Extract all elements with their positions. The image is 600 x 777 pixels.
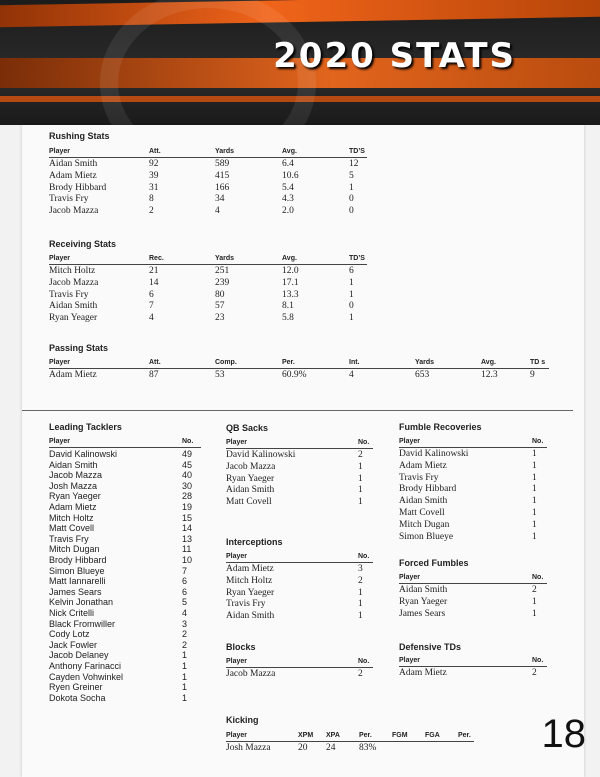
kicking-header: Per. [359,732,372,739]
receiving-stats-cell: Jacob Mazza [49,277,99,288]
interceptions-header-rule [226,562,373,563]
leading-tacklers-cell: Simon Blueye [49,565,105,576]
leading-tacklers-cell: 10 [182,555,193,565]
forced-fumbles-cell: James Sears [399,608,446,619]
leading-tacklers-cell: 49 [182,449,193,459]
qb-sacks-cell: Aidan Smith [226,485,275,496]
rushing-stats-header: Player [49,148,71,155]
receiving-stats-cell: 239 [215,277,230,288]
receiving-stats-cell: 6 [149,289,154,300]
qb-sacks-cell: David Kalinowski [226,450,296,460]
fumble-recoveries-cell: 1 [532,449,537,459]
fumble-recoveries-cell: Matt Covell [399,508,445,518]
defensive-tds-cell: 2 [532,668,537,678]
leading-tacklers-cell: 28 [182,491,193,502]
page-title: 2020 STATS [273,36,516,76]
receiving-stats-cell: 57 [215,301,225,312]
receiving-stats-cell: 13.3 [282,289,299,300]
leading-tacklers-header: No. [182,438,194,445]
forced-fumbles-cell: 1 [532,596,537,607]
passing-stats-header: Per. [282,359,295,366]
leading-tacklers-cell: 1 [182,650,188,661]
receiving-stats-header: Avg. [282,255,297,262]
kicking-cell: Josh Mazza [226,743,271,753]
leading-tacklers-cell: Kelvin Jonathan [49,597,114,608]
leading-tacklers-cell: 3 [182,618,188,629]
passing-stats-cell: 12.3 [481,370,498,380]
leading-tacklers-cell: Jacob Delaney [49,650,109,661]
interceptions-cell: Ryan Yaeger [226,587,275,598]
leading-tacklers-cell: Nick Critelli [49,608,94,618]
leading-tacklers-cell: 6 [182,576,188,587]
receiving-stats-cell: Ryan Yeager [49,313,98,324]
rushing-stats-cell: 5 [349,170,354,181]
fumble-recoveries-cell: 1 [532,531,537,542]
leading-tacklers-cell: 2 [182,639,188,650]
receiving-stats-cell: Aidan Smith [49,301,98,312]
leading-tacklers-cell: Mitch Dugan [49,544,100,555]
rushing-stats-cell: Travis Fry [49,194,89,205]
receiving-stats-header: TD’S [349,255,365,262]
rushing-stats-cell: 39 [149,170,159,181]
receiving-stats-header: Rec. [149,255,164,262]
leading-tacklers-cell: Brody Hibbard [49,555,107,565]
fumble-recoveries-cell: David Kalinowski [399,449,469,459]
leading-tacklers-cell: 1 [182,692,188,703]
receiving-stats-cell: Mitch Holtz [49,266,96,276]
passing-stats-header: Comp. [215,359,237,366]
leading-tacklers-cell: 5 [182,597,188,608]
rushing-stats-cell: Adam Mietz [49,170,97,181]
rushing-stats-cell: 92 [149,159,159,169]
leading-tacklers-cell: Adam Mietz [49,502,97,512]
blocks-title: Blocks [226,642,256,652]
passing-stats-cell: 87 [149,370,159,380]
receiving-stats-cell: Travis Fry [49,289,89,300]
banner-stripe [0,0,600,28]
rushing-stats-cell: 31 [149,182,159,193]
receiving-stats-cell: 80 [215,289,225,300]
kicking-header-rule [226,741,474,742]
rushing-stats-header: TD’S [349,148,365,155]
fumble-recoveries-cell: Aidan Smith [399,496,448,507]
qb-sacks-header: No. [358,439,370,446]
forced-fumbles-cell: Ryan Yaeger [399,596,448,607]
kicking-header: FGM [392,732,408,739]
leading-tacklers-cell: 13 [182,533,193,544]
interceptions-cell: 2 [358,575,363,586]
leading-tacklers-cell: 30 [182,480,193,491]
leading-tacklers-cell: Jacob Mazza [49,470,103,481]
forced-fumbles-cell: 2 [532,585,537,595]
passing-stats-cell: 653 [415,370,430,380]
receiving-stats-cell: 1 [349,289,354,300]
receiving-stats-cell: 8.1 [282,301,294,312]
fumble-recoveries-cell: 1 [532,496,537,507]
fumble-recoveries-header: No. [532,438,544,445]
rushing-stats-cell: 10.6 [282,170,299,181]
leading-tacklers-cell: Black Fromwiller [49,618,116,629]
header-banner [0,0,600,125]
leading-tacklers-cell: Ryen Greiner [49,682,103,693]
interceptions-cell: 1 [358,611,363,622]
defensive-tds-header: Player [399,657,421,664]
forced-fumbles-header-rule [399,583,547,584]
leading-tacklers-cell: Anthony Farinacci [49,661,122,671]
kicking-header: FGA [425,732,440,739]
leading-tacklers-cell: 45 [182,459,193,470]
rushing-stats-cell: 5.4 [282,182,294,193]
defensive-tds-cell: Adam Mietz [399,668,447,678]
interceptions-header: Player [226,553,248,560]
defensive-tds-header: No. [532,657,544,664]
rushing-stats-cell: 166 [215,182,230,193]
rushing-stats-header: Avg. [282,148,297,155]
passing-stats-cell: 4 [349,370,354,380]
defensive-tds-header-rule [399,666,547,667]
qb-sacks-cell: 1 [358,461,363,472]
rushing-stats-header: Att. [149,148,161,155]
rushing-stats-cell: 8 [149,194,154,205]
leading-tacklers-cell: Cody Lotz [49,629,90,640]
fumble-recoveries-cell: Simon Blueye [399,531,454,542]
receiving-stats-cell: 251 [215,266,230,276]
rushing-stats-cell: 589 [215,159,230,169]
leading-tacklers-header-rule [49,447,201,448]
kicking-cell: 24 [326,743,336,753]
leading-tacklers-header: Player [49,438,71,445]
qb-sacks-cell: 1 [358,485,363,496]
kicking-cell: 20 [298,743,308,753]
qb-sacks-title: QB Sacks [226,423,269,433]
qb-sacks-cell: Matt Covell [226,497,272,508]
rushing-stats-cell: 6.4 [282,159,294,169]
passing-stats-cell: Adam Mietz [49,370,97,380]
forced-fumbles-header: Player [399,574,421,581]
receiving-stats-cell: 1 [349,277,354,288]
forced-fumbles-header: No. [532,574,544,581]
receiving-stats-cell: 0 [349,301,354,312]
leading-tacklers-cell: 1 [182,661,188,671]
leading-tacklers-cell: Jack Fowler [49,639,98,650]
rushing-stats-cell: 415 [215,170,230,181]
passing-stats-cell: 60.9% [282,370,307,380]
leading-tacklers-cell: 7 [182,565,188,576]
rushing-stats-cell: Brody Hibbard [49,182,107,193]
leading-tacklers-cell: Josh Mazza [49,480,98,491]
leading-tacklers-cell: Travis Fry [49,533,89,544]
fumble-recoveries-cell: 1 [532,519,537,530]
page-number: 18 [541,712,586,756]
defensive-tds-title: Defensive TDs [399,642,462,652]
receiving-stats-cell: 12.0 [282,266,299,276]
fumble-recoveries-cell: 1 [532,508,537,518]
receiving-stats-cell: 7 [149,301,154,312]
rushing-stats-cell: 1 [349,182,354,193]
section-divider [22,410,573,411]
interceptions-cell: Adam Mietz [226,564,274,574]
rushing-stats-cell: Jacob Mazza [49,206,99,217]
rushing-stats-title: Rushing Stats [49,131,110,141]
leading-tacklers-cell: Aidan Smith [49,459,98,470]
leading-tacklers-cell: Dokota Socha [49,692,106,703]
forced-fumbles-cell: Aidan Smith [399,585,448,595]
rushing-stats-cell: 34 [215,194,225,205]
blocks-header-rule [226,667,373,668]
receiving-stats-cell: 14 [149,277,159,288]
leading-tacklers-cell: 1 [182,682,188,693]
leading-tacklers-cell: 11 [182,544,192,555]
qb-sacks-header: Player [226,439,248,446]
forced-fumbles-cell: 1 [532,608,537,619]
receiving-stats-cell: 5.8 [282,313,294,324]
rushing-stats-cell: Aidan Smith [49,159,98,169]
receiving-stats-cell: 17.1 [282,277,299,288]
interceptions-cell: 1 [358,599,363,610]
leading-tacklers-cell: 2 [182,629,188,640]
blocks-cell: Jacob Mazza [226,669,276,679]
blocks-header: Player [226,658,248,665]
receiving-stats-cell: 1 [349,313,354,324]
passing-stats-cell: 9 [530,370,535,380]
fumble-recoveries-cell: Travis Fry [399,472,439,483]
leading-tacklers-cell: 40 [182,470,193,481]
qb-sacks-cell: 1 [358,497,363,508]
passing-stats-header: Yards [415,359,435,366]
kicking-cell: 83% [359,743,377,753]
interceptions-cell: Travis Fry [226,599,266,610]
rushing-stats-cell: 0 [349,206,354,217]
qb-sacks-cell: 1 [358,473,363,484]
leading-tacklers-cell: David Kalinowski [49,449,118,459]
forced-fumbles-title: Forced Fumbles [399,558,469,568]
fumble-recoveries-cell: Brody Hibbard [399,484,457,495]
leading-tacklers-cell: James Sears [49,586,102,597]
fumble-recoveries-title: Fumble Recoveries [399,422,482,432]
receiving-stats-header: Yards [215,255,235,262]
blocks-header: No. [358,658,370,665]
interceptions-cell: 1 [358,587,363,598]
blocks-cell: 2 [358,669,363,679]
fumble-recoveries-cell: 1 [532,460,537,471]
fumble-recoveries-header: Player [399,438,421,445]
passing-stats-header: TD s [530,359,546,366]
passing-stats-header: Avg. [481,359,496,366]
qb-sacks-cell: 2 [358,450,363,460]
leading-tacklers-cell: 14 [182,523,193,534]
leading-tacklers-title: Leading Tacklers [49,422,122,432]
kicking-title: Kicking [226,715,259,725]
rushing-stats-cell: 12 [349,159,359,169]
receiving-stats-header: Player [49,255,71,262]
fumble-recoveries-cell: Adam Mietz [399,460,447,471]
passing-stats-cell: 53 [215,370,225,380]
interceptions-header: No. [358,553,370,560]
passing-stats-header: Int. [349,359,360,366]
leading-tacklers-cell: Ryan Yaeger [49,491,101,502]
interceptions-cell: 3 [358,564,363,574]
interceptions-title: Interceptions [226,537,283,547]
rushing-stats-header: Yards [215,148,235,155]
kicking-header: Player [226,732,248,739]
leading-tacklers-cell: 15 [182,512,193,523]
fumble-recoveries-cell: 1 [532,484,537,495]
interceptions-cell: Aidan Smith [226,611,275,622]
passing-stats-title: Passing Stats [49,343,109,353]
passing-stats-header-rule [49,368,549,369]
leading-tacklers-cell: Matt Covell [49,523,95,534]
leading-tacklers-cell: 6 [182,586,188,597]
qb-sacks-cell: Jacob Mazza [226,461,276,472]
kicking-header: Per. [458,732,471,739]
qb-sacks-header-rule [226,448,373,449]
leading-tacklers-cell: Matt Iannarelli [49,576,106,587]
kicking-header: XPM [298,732,314,739]
leading-tacklers-cell: Cayden Vohwinkel [49,671,124,682]
receiving-stats-title: Receiving Stats [49,239,117,249]
receiving-stats-cell: 23 [215,313,225,324]
receiving-stats-cell: 21 [149,266,159,276]
fumble-recoveries-cell: Mitch Dugan [399,519,450,530]
rushing-stats-cell: 4.3 [282,194,294,205]
passing-stats-header: Player [49,359,71,366]
rushing-stats-cell: 4 [215,206,220,217]
leading-tacklers-cell: 19 [182,502,193,512]
passing-stats-header: Att. [149,359,161,366]
receiving-stats-header-rule [49,264,367,265]
interceptions-cell: Mitch Holtz [226,575,273,586]
leading-tacklers-cell: Mitch Holtz [49,512,94,523]
fumble-recoveries-header-rule [399,447,547,448]
fumble-recoveries-cell: 1 [532,472,537,483]
rushing-stats-cell: 0 [349,194,354,205]
kicking-header: XPA [326,732,340,739]
rushing-stats-header-rule [49,157,367,158]
receiving-stats-cell: 4 [149,313,154,324]
leading-tacklers-cell: 1 [182,671,188,682]
rushing-stats-cell: 2 [149,206,154,217]
leading-tacklers-cell: 4 [182,608,188,618]
rushing-stats-cell: 2.0 [282,206,294,217]
qb-sacks-cell: Ryan Yaeger [226,473,275,484]
receiving-stats-cell: 6 [349,266,354,276]
